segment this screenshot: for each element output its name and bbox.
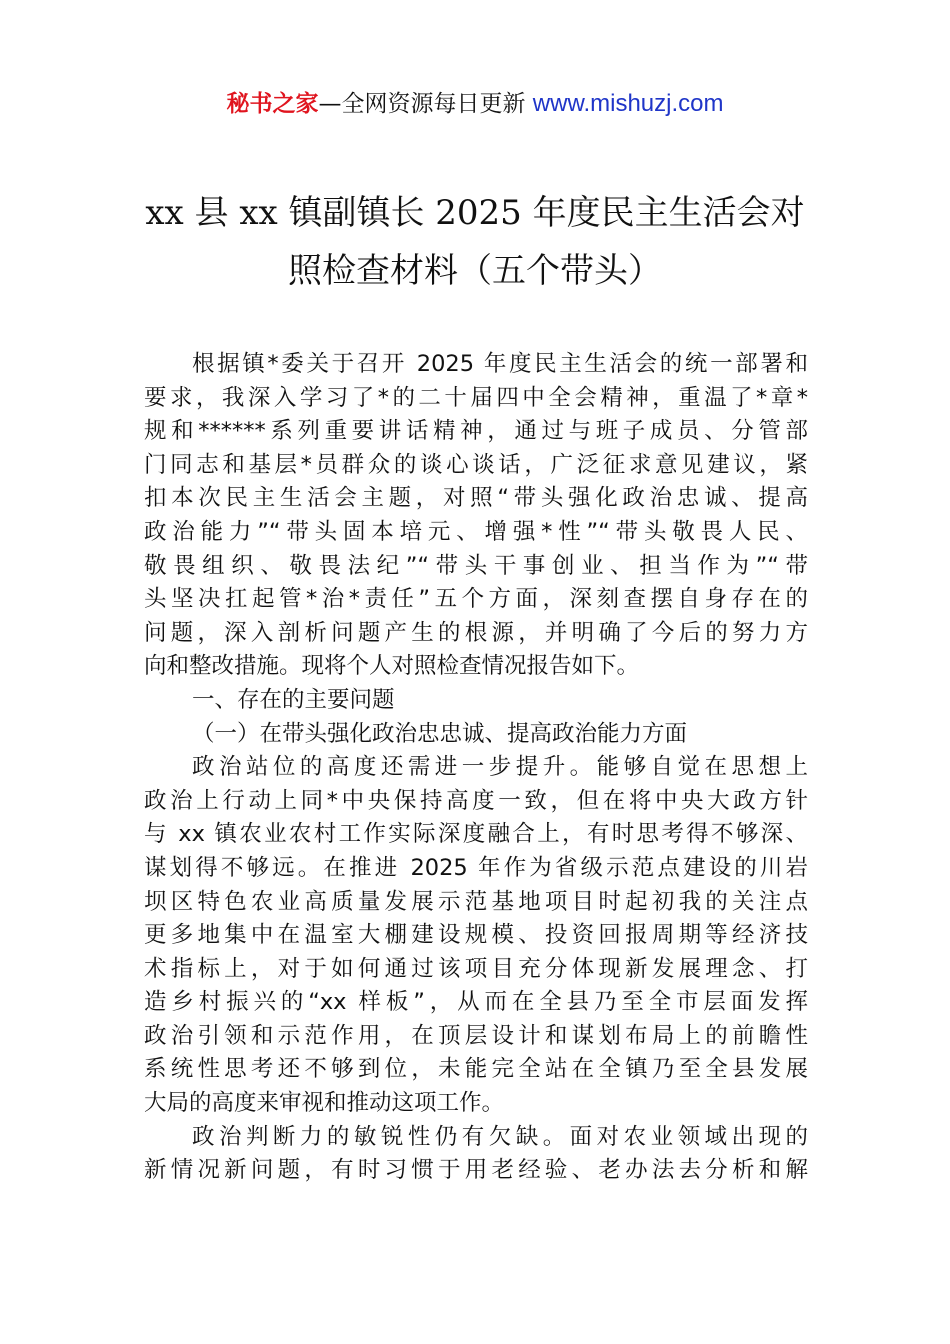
body-line: 术指标上，对于如何通过该项目充分体现新发展理念、打 (144, 955, 808, 982)
site-header (0, 86, 950, 122)
body-line: 政治站位的高度还需进一步提升。能够自觉在思想上 (192, 754, 808, 781)
body-line: 坝区特色农业高质量发展示范基地项目时起初我的关注点 (144, 888, 808, 915)
body-line: 规和******系列重要讲话精神，通过与班子成员、分管部 (144, 418, 808, 445)
site-url-link[interactable]: www.mishuzj.com (532, 90, 724, 117)
title-line-2: 照检查材料（五个带头） (288, 251, 662, 291)
body-line: 政治能力”“带头固本培元、增强*性”“带头敬畏人民、 (144, 518, 808, 545)
body-line: 系统性思考还不够到位，未能完全站在全镇乃至全县发展 (144, 1056, 808, 1083)
body-line: 政治上行动上同*中央保持高度一致，但在将中央大政方针 (144, 787, 808, 814)
body-line: 敬畏组织、敬畏法纪”“带头干事创业、担当作为”“带 (144, 552, 808, 579)
body-line: 要求，我深入学习了*的二十届四中全会精神，重温了*章* (144, 384, 808, 411)
document-title (110, 184, 840, 300)
title-line-1: xx 县 xx 镇副镇长 2025 年度民主生活会对 (145, 193, 805, 233)
body-line: 大局的高度来审视和推动这项工作。 (144, 1090, 505, 1117)
body-line: 与 xx 镇农业农村工作实际深度融合上，有时思考得不够深、 (144, 821, 808, 848)
body-line: 更多地集中在温室大棚建设规模、投资回报周期等经济技 (144, 922, 808, 949)
body-line: 问题，深入剖析问题产生的根源，并明确了今后的努力方 (144, 619, 808, 646)
body-line: 根据镇*委关于召开 2025 年度民主生活会的统一部署和 (192, 351, 808, 377)
body-line: 造乡村振兴的“xx 样板”，从而在全县乃至全市层面发挥 (144, 989, 808, 1016)
body-line: 谋划得不够远。在推进 2025 年作为省级示范点建设的川岩 (144, 854, 808, 881)
body-line: 向和整改措施。现将个人对照检查情况报告如下。 (144, 653, 640, 680)
body-line: 政治引领和示范作用，在顶层设计和谋划布局上的前瞻性 (144, 1022, 808, 1049)
body-line: 门同志和基层*员群众的谈心谈话，广泛征求意见建议，紧 (144, 451, 808, 478)
site-brand: 秘书之家 (226, 91, 319, 117)
body-line: 政治判断力的敏锐性仍有欠缺。面对农业领域出现的 (192, 1123, 808, 1150)
body-line: 头坚决扛起管*治*责任”五个方面，深刻查摆自身存在的 (144, 586, 808, 613)
subsection-heading: （一）在带头强化政治忠忠诚、提高政治能力方面 (192, 720, 688, 747)
section-heading: 一、存在的主要问题 (192, 686, 395, 713)
body-line: 扣本次民主生活会主题，对照“带头强化政治忠诚、提高 (144, 485, 808, 512)
document-body (144, 348, 808, 1188)
site-tagline: —全网资源每日更新 (318, 91, 533, 117)
body-line: 新情况新问题，有时习惯于用老经验、老办法去分析和解 (144, 1157, 808, 1184)
